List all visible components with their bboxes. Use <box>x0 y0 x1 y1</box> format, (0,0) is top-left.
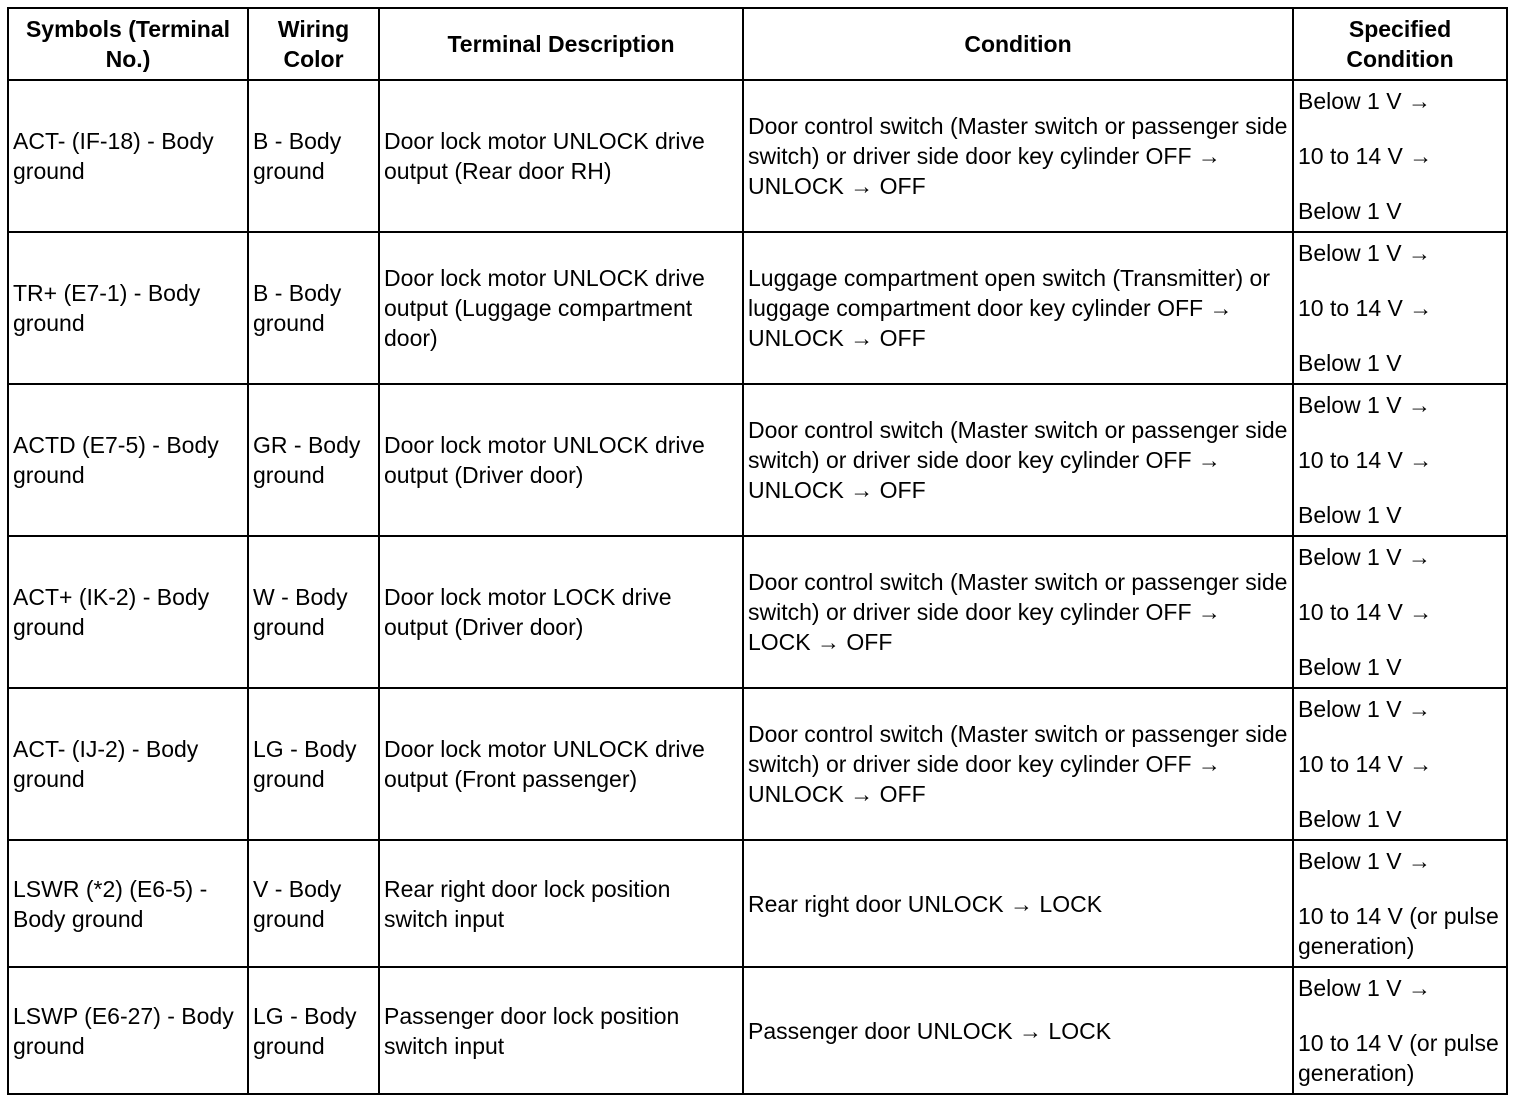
specified-cell <box>1293 384 1507 536</box>
description-cell: Door lock motor LOCK drive output (Driver door) <box>379 536 743 688</box>
condition-cell: Door control switch (Master switch or passenger side switch) or driver side door key cylinder OFF → UNLOCK → OFF <box>743 688 1293 840</box>
specified-cell <box>1293 967 1507 1094</box>
condition-cell: Passenger door UNLOCK → LOCK <box>743 967 1293 1094</box>
specified-line: 10 to 14 V → <box>1298 598 1433 625</box>
symbol-cell: ACTD (E7-5) - Body ground <box>8 384 248 536</box>
description-cell: Passenger door lock position switch input <box>379 967 743 1094</box>
description-cell: Door lock motor UNLOCK drive output (Luggage compartment door) <box>379 232 743 384</box>
symbol-cell: TR+ (E7-1) - Body ground <box>8 232 248 384</box>
wiring-cell: LG - Body ground <box>248 688 379 840</box>
wiring-cell: LG - Body ground <box>248 967 379 1094</box>
table-row <box>8 80 1507 232</box>
table-row <box>8 967 1507 1094</box>
specified-line: Below 1 V <box>1298 653 1402 680</box>
symbol-cell: LSWR (*2) (E6-5) - Body ground <box>8 840 248 967</box>
description-cell: Door lock motor UNLOCK drive output (Rear door RH) <box>379 80 743 232</box>
specified-cell <box>1293 688 1507 840</box>
wiring-cell: B - Body ground <box>248 80 379 232</box>
specified-line: Below 1 V <box>1298 197 1402 224</box>
specified-cell <box>1293 840 1507 967</box>
specified-line: Below 1 V → <box>1298 239 1431 266</box>
wiring-cell: GR - Body ground <box>248 384 379 536</box>
table-row <box>8 688 1507 840</box>
header-row <box>8 8 1507 80</box>
header-condition: Condition <box>743 8 1293 80</box>
wiring-cell: W - Body ground <box>248 536 379 688</box>
wiring-cell: V - Body ground <box>248 840 379 967</box>
specified-line: Below 1 V <box>1298 501 1402 528</box>
specified-line: 10 to 14 V (or pulse generation) <box>1298 903 1499 959</box>
specified-line: 10 to 14 V → <box>1298 142 1433 169</box>
header-terminal-description: Terminal Description <box>379 8 743 80</box>
wiring-cell: B - Body ground <box>248 232 379 384</box>
specified-line: Below 1 V → <box>1298 87 1431 114</box>
description-cell: Door lock motor UNLOCK drive output (Front passenger) <box>379 688 743 840</box>
specified-line: Below 1 V → <box>1298 848 1431 874</box>
condition-cell: Door control switch (Master switch or passenger side switch) or driver side door key cylinder OFF → UNLOCK → OFF <box>743 80 1293 232</box>
condition-cell: Rear right door UNLOCK → LOCK <box>743 840 1293 967</box>
specified-line: 10 to 14 V (or pulse generation) <box>1298 1030 1499 1086</box>
specified-line: 10 to 14 V → <box>1298 446 1433 473</box>
specified-cell <box>1293 232 1507 384</box>
specified-line: Below 1 V <box>1298 349 1402 376</box>
specified-line: Below 1 V → <box>1298 391 1431 418</box>
description-cell: Door lock motor UNLOCK drive output (Driver door) <box>379 384 743 536</box>
description-cell: Rear right door lock position switch input <box>379 840 743 967</box>
table-row <box>8 232 1507 384</box>
specified-line: Below 1 V → <box>1298 543 1431 570</box>
symbol-cell: ACT+ (IK-2) - Body ground <box>8 536 248 688</box>
condition-cell: Door control switch (Master switch or passenger side switch) or driver side door key cylinder OFF → LOCK → OFF <box>743 536 1293 688</box>
symbol-cell: LSWP (E6-27) - Body ground <box>8 967 248 1094</box>
specified-line: 10 to 14 V → <box>1298 294 1433 321</box>
header-specified-condition: Specified Condition <box>1293 8 1507 80</box>
table-row <box>8 840 1507 967</box>
specified-line: Below 1 V <box>1298 805 1402 832</box>
specified-line: 10 to 14 V → <box>1298 750 1433 777</box>
table-row <box>8 536 1507 688</box>
specified-line: Below 1 V → <box>1298 695 1431 722</box>
symbol-cell: ACT- (IJ-2) - Body ground <box>8 688 248 840</box>
condition-cell: Luggage compartment open switch (Transmitter) or luggage compartment door key cylinder OFF → UNLOCK → OFF <box>743 232 1293 384</box>
specified-line: Below 1 V → <box>1298 975 1431 1001</box>
header-symbols: Symbols (Terminal No.) <box>8 8 248 80</box>
table-row <box>8 384 1507 536</box>
specified-cell <box>1293 80 1507 232</box>
header-wiring-color: Wiring Color <box>248 8 379 80</box>
condition-cell: Door control switch (Master switch or passenger side switch) or driver side door key cylinder OFF → UNLOCK → OFF <box>743 384 1293 536</box>
specified-cell <box>1293 536 1507 688</box>
terminal-spec-table <box>7 7 1508 1095</box>
symbol-cell: ACT- (IF-18) - Body ground <box>8 80 248 232</box>
